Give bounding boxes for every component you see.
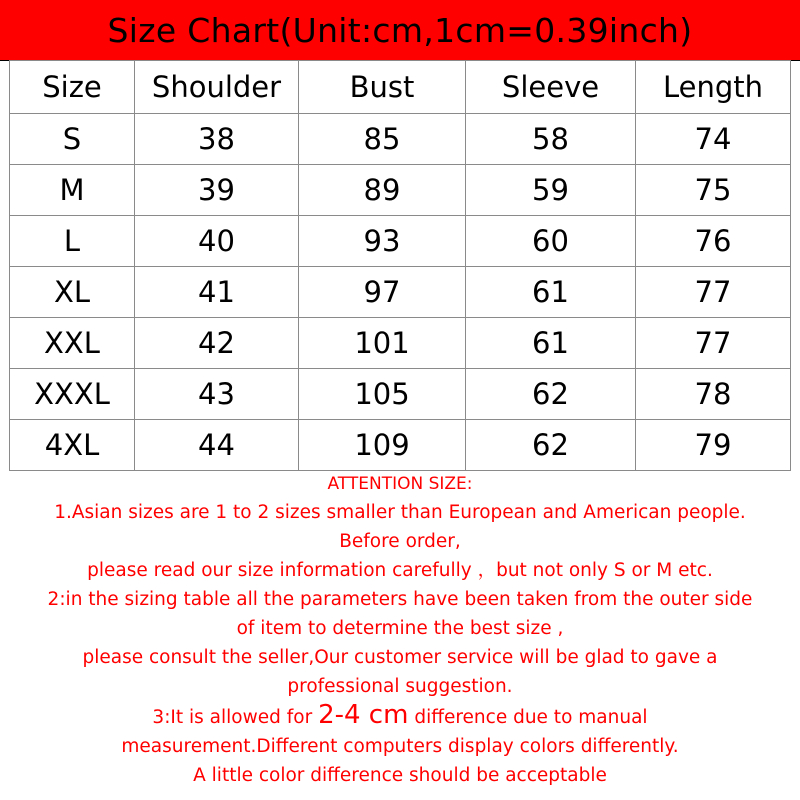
tolerance-highlight: 2-4 cm: [318, 700, 409, 730]
cell-size: XL: [10, 267, 135, 318]
cell-shoulder: 44: [135, 420, 299, 471]
table-row: [10, 114, 791, 165]
cell-size: XXL: [10, 318, 135, 369]
cell-bust: 93: [299, 216, 466, 267]
header-sleeve: Sleeve: [466, 61, 636, 114]
notes-heading: ATTENTION SIZE:: [327, 474, 473, 494]
cell-length: 77: [636, 318, 791, 369]
notes-line: please read our size information carefully ，but not only S or M etc.: [87, 560, 713, 581]
cell-length: 79: [636, 420, 791, 471]
notes-line: Before order,: [339, 531, 461, 552]
cell-length: 74: [636, 114, 791, 165]
cell-shoulder: 38: [135, 114, 299, 165]
notes-line: 2:in the sizing table all the parameters have been taken from the outer side: [47, 589, 753, 610]
cell-shoulder: 43: [135, 369, 299, 420]
title-banner: [0, 0, 800, 61]
notes-line: A little color difference should be acceptable: [193, 765, 607, 786]
cell-size: S: [10, 114, 135, 165]
cell-length: 76: [636, 216, 791, 267]
page-title: Size Chart(Unit:cm,1cm=0.39inch): [107, 10, 693, 50]
header-length: Length: [636, 61, 791, 114]
table-row: [10, 369, 791, 420]
table-row: [10, 420, 791, 471]
notes-line: measurement.Different computers display colors differently.: [121, 736, 679, 757]
notes-line: please consult the seller,Our customer service will be glad to gave a: [82, 647, 718, 668]
cell-size: L: [10, 216, 135, 267]
cell-bust: 85: [299, 114, 466, 165]
cell-size: M: [10, 165, 135, 216]
cell-bust: 97: [299, 267, 466, 318]
tolerance-prefix: 3:It is allowed for: [152, 707, 313, 728]
notes-line: professional suggestion.: [287, 676, 513, 697]
cell-sleeve: 58: [466, 114, 636, 165]
cell-sleeve: 59: [466, 165, 636, 216]
table-header-row: [10, 61, 791, 114]
cell-bust: 89: [299, 165, 466, 216]
cell-size: 4XL: [10, 420, 135, 471]
cell-length: 78: [636, 369, 791, 420]
cell-sleeve: 60: [466, 216, 636, 267]
cell-shoulder: 39: [135, 165, 299, 216]
cell-shoulder: 41: [135, 267, 299, 318]
cell-shoulder: 42: [135, 318, 299, 369]
table-row: [10, 267, 791, 318]
table-row: [10, 165, 791, 216]
header-size: Size: [10, 61, 135, 114]
header-shoulder: Shoulder: [135, 61, 299, 114]
cell-shoulder: 40: [135, 216, 299, 267]
notes-line: of item to determine the best size ,: [236, 618, 564, 639]
cell-sleeve: 62: [466, 369, 636, 420]
cell-length: 77: [636, 267, 791, 318]
cell-sleeve: 61: [466, 318, 636, 369]
cell-sleeve: 61: [466, 267, 636, 318]
notes-line-tolerance: [0, 701, 800, 732]
notes-line: 1.Asian sizes are 1 to 2 sizes smaller than European and American people.: [54, 502, 746, 523]
header-bust: Bust: [299, 61, 466, 114]
cell-size: XXXL: [10, 369, 135, 420]
cell-bust: 109: [299, 420, 466, 471]
cell-bust: 105: [299, 369, 466, 420]
table-row: [10, 318, 791, 369]
cell-bust: 101: [299, 318, 466, 369]
cell-length: 75: [636, 165, 791, 216]
size-table: [9, 60, 791, 471]
tolerance-suffix: difference due to manual: [414, 707, 648, 728]
attention-notes: [0, 470, 800, 800]
table-row: [10, 216, 791, 267]
cell-sleeve: 62: [466, 420, 636, 471]
